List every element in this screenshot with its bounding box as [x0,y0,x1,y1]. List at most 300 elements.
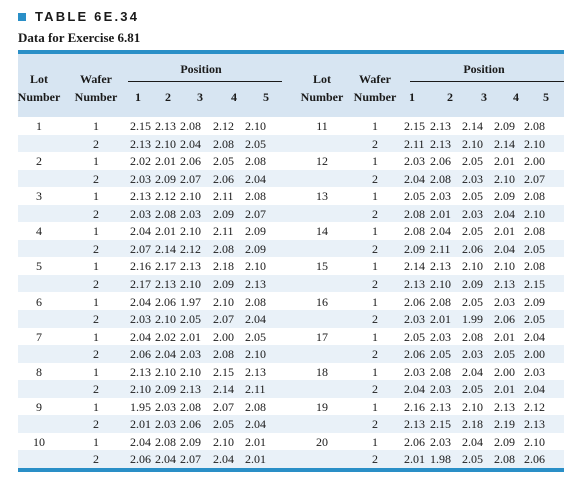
position-5-header-right: 5 [543,90,549,104]
position-2-value-left: 2.10 [155,136,176,151]
wafer-number-cell-left: 1 [93,364,99,379]
position-5-value-right: 2.15 [524,276,545,291]
position-1-value-left: 2.16 [130,259,151,274]
position-4-value-left: 2.09 [213,206,234,221]
position-2-value-left: 2.08 [155,206,176,221]
position-2-value-right: 2.03 [430,189,451,204]
position-3-value-right: 2.05 [462,294,483,309]
table-row [18,222,564,240]
position-1-header-left: 1 [135,90,141,104]
position-5-value-right: 2.08 [524,119,545,133]
position-5-value-left: 2.08 [245,399,266,414]
position-4-value-left: 2.08 [213,136,234,151]
table-row [18,345,564,363]
position-1-value-left: 2.02 [130,154,151,169]
position-4-value-left: 2.08 [213,241,234,256]
title-bullet-icon [18,13,26,21]
position-2-value-right: 2.08 [430,364,451,379]
wafer-number-cell-right: 1 [372,189,378,204]
position-4-value-right: 2.01 [494,382,515,397]
position-2-header-right: 2 [447,90,453,104]
position-1-value-right: 2.08 [404,224,425,239]
table-label: TABLE 6E.34 [35,9,140,24]
position-1-value-left: 2.04 [130,294,151,309]
wafer-number-cell-right: 1 [372,224,378,239]
position-4-header-right: 4 [513,90,519,104]
lot-number-cell-left: 1 [36,119,42,133]
position-5-value-left: 2.08 [245,154,266,169]
position-4-value-right: 2.04 [494,206,515,221]
position-4-value-right: 2.10 [494,259,515,274]
position-3-value-left: 2.07 [180,452,201,467]
position-3-value-left: 1.97 [180,294,201,309]
wafer-number-cell-right: 1 [372,364,378,379]
position-5-value-left: 2.09 [245,224,266,239]
position-3-value-right: 2.05 [462,154,483,169]
position-2-value-right: 2.01 [430,206,451,221]
lot-number-cell-right: 18 [316,364,328,379]
wafer-number-cell-left: 2 [93,171,99,186]
position-4-value-right: 2.19 [494,417,515,432]
wafer-number-cell-right: 1 [372,399,378,414]
position-2-value-left: 2.01 [155,224,176,239]
table-row [18,450,564,468]
wafer-number-cell-left: 2 [93,312,99,327]
position-1-value-right: 2.16 [404,399,425,414]
position-4-value-left: 2.10 [213,434,234,449]
position-5-value-right: 2.04 [524,382,545,397]
wafer-number-cell-left: 1 [93,259,99,274]
wafer-number-cell-right: 1 [372,154,378,169]
wafer-number-cell-right: 2 [372,452,378,467]
position-5-header-left: 5 [263,90,269,104]
position-1-value-right: 2.05 [404,189,425,204]
table-caption: Data for Exercise 6.81 [18,30,141,45]
position-2-value-left: 2.03 [155,417,176,432]
position-3-value-right: 2.03 [462,347,483,362]
position-4-header-left: 4 [231,90,237,104]
wafer-number-header-left: Number [74,90,118,104]
lot-number-cell-right: 19 [316,399,328,414]
position-1-value-right: 2.15 [404,119,425,133]
position-5-value-left: 2.10 [245,119,266,133]
position-3-value-right: 2.10 [462,399,483,414]
position-5-value-right: 2.00 [524,154,545,169]
wafer-number-cell-left: 2 [93,241,99,256]
lot-number-cell-left: 6 [36,294,42,309]
position-5-value-right: 2.05 [524,241,545,256]
position-2-value-left: 2.17 [155,259,176,274]
position-5-value-left: 2.13 [245,364,266,379]
position-4-value-left: 2.07 [213,312,234,327]
wafer-number-cell-right: 2 [372,312,378,327]
position-1-value-left: 2.13 [130,136,151,151]
position-3-value-right: 2.05 [462,452,483,467]
table-row [18,187,564,205]
wafer-number-cell-left: 2 [93,276,99,291]
position-5-value-left: 2.10 [245,347,266,362]
lot-number-cell-left: 10 [33,434,45,449]
wafer-number-cell-left: 2 [93,347,99,362]
position-1-value-right: 2.06 [404,434,425,449]
wafer-number-cell-right: 2 [372,241,378,256]
position-3-value-right: 2.03 [462,206,483,221]
position-4-value-left: 2.09 [213,276,234,291]
position-2-value-right: 2.03 [430,382,451,397]
position-4-value-right: 2.13 [494,276,515,291]
position-5-value-right: 2.06 [524,452,545,467]
position-1-value-left: 2.10 [130,382,151,397]
wafer-number-cell-left: 2 [93,452,99,467]
position-3-value-left: 2.12 [180,241,201,256]
position-2-value-right: 2.04 [430,224,451,239]
table-row [18,240,564,258]
position-3-value-left: 2.10 [180,364,201,379]
position-1-value-right: 2.04 [404,382,425,397]
position-3-value-left: 2.13 [180,259,201,274]
position-5-value-left: 2.04 [245,312,266,327]
position-3-value-right: 2.05 [462,224,483,239]
position-2-value-left: 2.14 [155,241,176,256]
position-4-value-right: 2.06 [494,312,515,327]
position-5-value-right: 2.03 [524,364,545,379]
position-4-value-right: 2.08 [494,452,515,467]
wafer-number-cell-right: 1 [372,259,378,274]
position-underline-left [128,81,282,82]
position-3-value-left: 2.10 [180,189,201,204]
position-2-value-right: 2.13 [430,136,451,151]
position-2-value-right: 2.10 [430,276,451,291]
wafer-number-cell-left: 1 [93,119,99,133]
position-1-value-left: 2.01 [130,417,151,432]
position-header-left: Position [180,62,222,76]
position-4-value-left: 2.05 [213,154,234,169]
position-3-value-left: 2.10 [180,276,201,291]
position-5-value-right: 2.12 [524,399,545,414]
position-5-value-left: 2.05 [245,329,266,344]
wafer-number-cell-right: 1 [372,329,378,344]
wafer-number-cell-right: 2 [372,417,378,432]
position-4-value-right: 2.03 [494,294,515,309]
position-3-value-left: 2.08 [180,399,201,414]
position-4-value-right: 2.10 [494,171,515,186]
position-5-value-left: 2.08 [245,294,266,309]
position-1-header-right: 1 [409,90,415,104]
position-4-value-left: 2.18 [213,259,234,274]
table-row [18,205,564,223]
position-3-value-right: 2.10 [462,136,483,151]
position-5-value-left: 2.01 [245,452,266,467]
position-2-value-left: 2.13 [155,119,176,133]
position-1-value-left: 2.15 [130,119,151,133]
position-3-value-right: 2.14 [462,119,483,133]
position-2-value-left: 2.13 [155,276,176,291]
position-3-header-left: 3 [197,90,203,104]
lot-number-cell-right: 13 [316,189,328,204]
position-3-value-left: 2.01 [180,329,201,344]
lot-number-header-right: Number [300,90,344,104]
position-4-value-left: 2.11 [213,224,234,239]
position-1-value-left: 2.04 [130,434,151,449]
position-5-value-left: 2.13 [245,276,266,291]
lot-number-cell-left: 2 [36,154,42,169]
position-1-value-right: 2.06 [404,347,425,362]
table-row [18,152,564,170]
position-5-value-right: 2.07 [524,171,545,186]
position-2-value-right: 2.05 [430,347,451,362]
position-1-value-left: 2.03 [130,171,151,186]
position-4-value-left: 2.00 [213,329,234,344]
position-1-value-right: 2.08 [404,206,425,221]
position-5-value-right: 2.08 [524,224,545,239]
lot-number-cell-left: 7 [36,329,42,344]
position-3-value-left: 2.10 [180,224,201,239]
position-4-value-left: 2.11 [213,189,234,204]
lot-number-cell-right: 14 [316,224,328,239]
position-3-value-right: 2.06 [462,241,483,256]
position-2-value-right: 2.15 [430,417,451,432]
position-4-value-right: 2.09 [494,119,515,133]
position-4-value-right: 2.09 [494,189,515,204]
position-4-value-left: 2.07 [213,399,234,414]
position-1-value-left: 2.07 [130,241,151,256]
wafer-number-cell-left: 1 [93,224,99,239]
wafer-number-header-right: Number [353,90,397,104]
position-2-value-right: 2.08 [430,294,451,309]
position-4-value-left: 2.14 [213,382,234,397]
table-row [18,310,564,328]
position-3-value-right: 2.10 [462,259,483,274]
position-2-value-right: 2.13 [430,259,451,274]
wafer-number-cell-right: 1 [372,119,378,133]
position-2-value-left: 2.09 [155,382,176,397]
wafer-number-cell-right: 2 [372,206,378,221]
position-2-header-left: 2 [165,90,171,104]
position-2-value-left: 2.02 [155,329,176,344]
position-2-value-left: 2.06 [155,294,176,309]
position-1-value-right: 2.03 [404,364,425,379]
position-3-value-left: 2.08 [180,119,201,133]
position-5-value-left: 2.04 [245,417,266,432]
position-4-value-right: 2.09 [494,434,515,449]
position-2-value-right: 2.13 [430,399,451,414]
position-1-value-right: 2.13 [404,276,425,291]
position-2-value-right: 2.03 [430,329,451,344]
position-3-value-left: 2.03 [180,206,201,221]
table-row [18,117,564,135]
position-3-value-right: 2.04 [462,434,483,449]
table-row [18,293,564,311]
wafer-number-cell-left: 1 [93,399,99,414]
position-5-value-right: 2.10 [524,434,545,449]
table-title-row [18,9,139,24]
position-5-value-left: 2.01 [245,434,266,449]
position-4-value-left: 2.06 [213,171,234,186]
position-2-value-left: 2.01 [155,154,176,169]
wafer-number-cell-right: 2 [372,136,378,151]
lot-number-cell-right: 11 [316,119,328,133]
position-2-value-right: 2.01 [430,312,451,327]
table-row [18,380,564,398]
lot-number-cell-left: 8 [36,364,42,379]
wafer-number-cell-left: 2 [93,417,99,432]
lot-header-left: Lot [30,72,48,86]
position-1-value-right: 2.06 [404,294,425,309]
position-1-value-left: 2.17 [130,276,151,291]
wafer-number-cell-right: 2 [372,171,378,186]
wafer-number-cell-right: 2 [372,347,378,362]
table-body [18,117,564,468]
position-1-value-left: 2.13 [130,364,151,379]
position-5-value-right: 2.08 [524,259,545,274]
position-header-right: Position [463,62,505,76]
position-5-value-left: 2.10 [245,259,266,274]
position-3-value-left: 2.07 [180,171,201,186]
position-1-value-right: 2.05 [404,329,425,344]
lot-number-cell-right: 17 [316,329,328,344]
position-4-value-left: 2.12 [213,119,234,133]
position-2-value-left: 2.10 [155,312,176,327]
lot-number-cell-right: 20 [316,434,328,449]
position-2-value-left: 2.04 [155,347,176,362]
wafer-number-cell-right: 1 [372,294,378,309]
lot-number-cell-right: 16 [316,294,328,309]
position-1-value-left: 2.04 [130,224,151,239]
position-1-value-left: 2.03 [130,206,151,221]
position-1-value-right: 2.13 [404,417,425,432]
position-1-value-right: 2.11 [404,136,425,151]
position-4-value-right: 2.13 [494,399,515,414]
position-4-value-left: 2.05 [213,417,234,432]
position-4-value-right: 2.01 [494,154,515,169]
table-row [18,363,564,381]
position-1-value-right: 2.14 [404,259,425,274]
wafer-header-left: Wafer [80,72,112,86]
position-2-value-left: 2.08 [155,434,176,449]
lot-number-cell-left: 3 [36,189,42,204]
position-3-value-right: 1.99 [462,312,483,327]
wafer-number-cell-left: 1 [93,154,99,169]
table-row [18,275,564,293]
position-1-value-right: 2.09 [404,241,425,256]
position-1-value-right: 2.03 [404,312,425,327]
position-3-value-right: 2.08 [462,329,483,344]
wafer-number-cell-right: 2 [372,276,378,291]
position-3-value-right: 2.05 [462,189,483,204]
table-row [18,135,564,153]
position-2-value-right: 2.03 [430,434,451,449]
position-2-value-left: 2.03 [155,399,176,414]
wafer-number-cell-left: 2 [93,136,99,151]
wafer-number-cell-left: 2 [93,206,99,221]
position-2-value-right: 2.08 [430,171,451,186]
position-5-value-right: 2.09 [524,294,545,309]
position-5-value-left: 2.08 [245,189,266,204]
position-5-value-right: 2.00 [524,347,545,362]
table-row [18,433,564,451]
wafer-number-cell-left: 2 [93,382,99,397]
position-3-value-left: 2.06 [180,417,201,432]
position-1-value-left: 2.04 [130,329,151,344]
position-underline-right [410,81,564,82]
position-4-value-left: 2.10 [213,294,234,309]
position-5-value-left: 2.07 [245,206,266,221]
lot-number-header-left: Number [17,90,61,104]
position-3-header-right: 3 [481,90,487,104]
table-row [18,415,564,433]
position-2-value-left: 2.12 [155,189,176,204]
position-3-value-left: 2.09 [180,434,201,449]
table-row [18,170,564,188]
position-4-value-left: 2.08 [213,347,234,362]
wafer-number-cell-left: 1 [93,294,99,309]
table-row [18,257,564,275]
position-5-value-left: 2.11 [245,382,266,397]
lot-header-right: Lot [313,72,331,86]
wafer-number-cell-right: 1 [372,434,378,449]
position-3-value-right: 2.18 [462,417,483,432]
position-4-value-right: 2.04 [494,241,515,256]
position-3-value-right: 2.03 [462,171,483,186]
position-2-value-left: 2.04 [155,452,176,467]
position-1-value-left: 2.13 [130,189,151,204]
table-header [18,54,564,117]
position-3-value-right: 2.05 [462,382,483,397]
lot-number-cell-right: 12 [316,154,328,169]
table-row [18,398,564,416]
position-5-value-right: 2.04 [524,329,545,344]
position-1-value-left: 2.03 [130,312,151,327]
position-2-value-right: 2.13 [430,119,451,133]
position-2-value-left: 2.09 [155,171,176,186]
wafer-number-cell-right: 2 [372,382,378,397]
position-4-value-right: 2.01 [494,329,515,344]
position-3-value-left: 2.06 [180,154,201,169]
table-row [18,328,564,346]
position-1-value-left: 1.95 [130,399,151,414]
position-5-value-right: 2.05 [524,312,545,327]
position-2-value-right: 1.98 [430,452,451,467]
position-1-value-left: 2.06 [130,452,151,467]
position-5-value-right: 2.08 [524,189,545,204]
lot-number-cell-left: 5 [36,259,42,274]
wafer-header-right: Wafer [359,72,391,86]
bottom-rule [18,468,564,472]
position-1-value-left: 2.06 [130,347,151,362]
position-3-value-left: 2.03 [180,347,201,362]
lot-number-cell-left: 9 [36,399,42,414]
position-4-value-left: 2.04 [213,452,234,467]
position-5-value-right: 2.13 [524,417,545,432]
wafer-number-cell-left: 1 [93,189,99,204]
position-3-value-right: 2.04 [462,364,483,379]
position-1-value-right: 2.01 [404,452,425,467]
position-4-value-right: 2.01 [494,224,515,239]
lot-number-cell-left: 4 [36,224,42,239]
wafer-number-cell-left: 1 [93,434,99,449]
position-1-value-right: 2.03 [404,154,425,169]
position-4-value-right: 2.14 [494,136,515,151]
position-5-value-right: 2.10 [524,136,545,151]
position-5-value-right: 2.10 [524,206,545,221]
lot-number-cell-right: 15 [316,259,328,274]
position-5-value-left: 2.04 [245,171,266,186]
position-3-value-right: 2.09 [462,276,483,291]
position-1-value-right: 2.04 [404,171,425,186]
position-3-value-left: 2.04 [180,136,201,151]
position-4-value-right: 2.00 [494,364,515,379]
position-3-value-left: 2.05 [180,312,201,327]
